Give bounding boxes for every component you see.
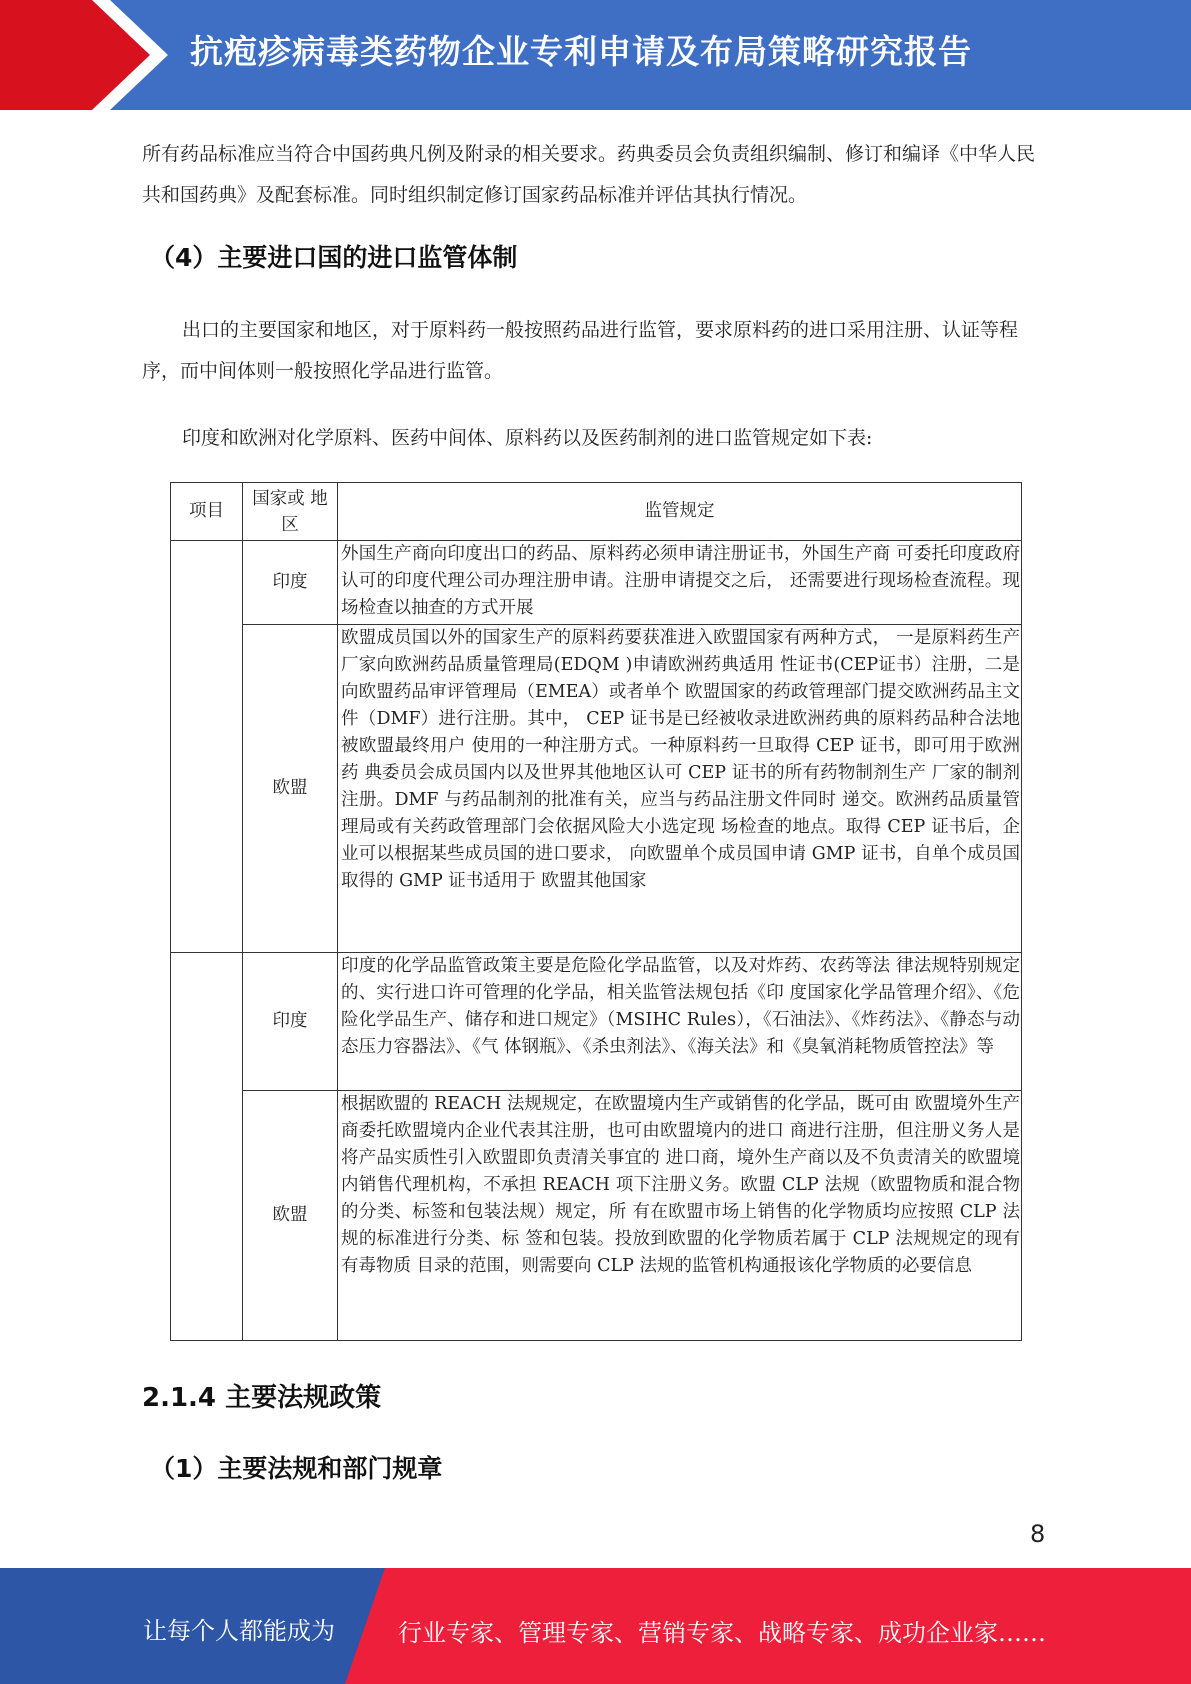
header-country: 国家或 地区 bbox=[243, 483, 338, 541]
regulation-cell: 印度的化学品监管政策主要是危险化学品监管，以及对炸药、农药等法 律法规特别规定的、实行进口许可管理的化学品，相关监管法规包括《印 度国家化学品管理介绍》、《危险化学品生产、储存和进口规定》（MSIHC Rules），《石油法》、《炸药法》、《静态与动态压力容器法》、《气 体钢瓶》、《杀虫剂法》、《海关法》和《臭氧消耗物质管控法》等 bbox=[338, 953, 1022, 1091]
country-cell: 印度 bbox=[243, 541, 338, 625]
country-cell: 印度 bbox=[243, 953, 338, 1091]
regulation-cell: 欧盟成员国以外的国家生产的原料药要获准进入欧盟国家有两种方式， 一是原料药生产厂家向欧洲药品质量管理局(EDQM )申请欧洲药典适用 性证书(CEP证书）注册，二是向欧盟药品审评管理局（EMEA）或者单个 欧盟国家的药政管理部门提交欧洲药品主文件（DMF）进行注册。其中， CEP 证书是已经被收录进欧洲药典的原料药品种合法地被欧盟最终用户 使用的一种注册方式。一种原料药一旦取得 CEP 证书，即可用于欧洲药 典委员会成员国内以及世界其他地区认可 CEP 证书的所有药物制剂生产 厂家的制剂注册。DMF 与药品制剂的批准有关，应当与药品注册文件同时 递交。欧洲药品质量管理局或有关药政管理部门会依据风险大小选定现 场检查的地点。取得 CEP 证书后，企业可以根据某些成员国的进口要求， 向欧盟单个成员国申请 GMP 证书，自单个成员国取得的 GMP 证书适用于 欧盟其他国家 bbox=[338, 625, 1022, 953]
regulation-cell: 外国生产商向印度出口的药品、原料药必须申请注册证书，外国生产商 可委托印度政府认可的印度代理公司办理注册申请。注册申请提交之后， 还需要进行现场检查流程。现场检查以抽查的方式开展 bbox=[338, 541, 1022, 625]
paragraph-pharmacopoeia: 所有药品标准应当符合中国药典凡例及附录的相关要求。药典委员会负责组织编制、修订和编译《中华人民共和国药典》及配套标准。同时组织制定修订国家药品标准并评估其执行情况。 bbox=[142, 143, 1036, 206]
subheading-laws: （1）主要法规和部门规章 bbox=[150, 1454, 443, 1483]
header-banner bbox=[0, 0, 1191, 110]
regulation-cell: 根据欧盟的 REACH 法规规定，在欧盟境内生产或销售的化学品，既可由 欧盟境外生产商委托欧盟境内企业代表其注册，也可由欧盟境内的进口 商进行注册，但注册义务人是将产品实质性引入欧盟即负责清关事宜的 进口商，境外生产商以及不负责清关的欧盟境内销售代理机构，不承担 REACH 项下注册义务。欧盟 CLP 法规（欧盟物质和混合物的分类、标签和包装法规）规定，所 有在欧盟市场上销售的化学物质均应按照 CLP 法规的标准进行分类、标 签和包装。投放到欧盟的化学物质若属于 CLP 法规规定的现有有毒物质 目录的范围，则需要向 CLP 法规的监管机构通报该化学物质的必要信息 bbox=[338, 1091, 1022, 1341]
table-row bbox=[171, 1091, 1022, 1341]
footer-banner bbox=[0, 1568, 1191, 1684]
table-row bbox=[171, 953, 1022, 1091]
heading-import-regulation: （4）主要进口国的进口监管体制 bbox=[150, 243, 518, 272]
table-header-row bbox=[171, 483, 1022, 541]
footer-slogan-right: 行业专家、管理专家、营销专家、战略专家、成功企业家…… bbox=[398, 1619, 1046, 1647]
header-item: 项目 bbox=[171, 483, 243, 541]
header-regulation: 监管规定 bbox=[338, 483, 1022, 541]
item-cell bbox=[171, 541, 243, 953]
table-row bbox=[171, 625, 1022, 953]
country-cell: 欧盟 bbox=[243, 625, 338, 953]
regulation-table bbox=[170, 482, 1022, 1341]
item-cell bbox=[171, 953, 243, 1341]
report-title: 抗疱疹病毒类药物企业专利申请及布局策略研究报告 bbox=[190, 32, 972, 71]
paragraph-table-intro: 印度和欧洲对化学原料、医药中间体、原料药以及医药制剂的进口监管规定如下表: bbox=[182, 427, 873, 449]
country-cell: 欧盟 bbox=[243, 1091, 338, 1341]
footer-slogan-left: 让每个人都能成为 bbox=[143, 1617, 335, 1645]
paragraph-export-regulation: 出口的主要国家和地区，对于原料药一般按照药品进行监管，要求原料药的进口采用注册、认证等程序，而中间体则一般按照化学品进行监管。 bbox=[142, 319, 1019, 382]
section-heading-policy: 2.1.4 主要法规政策 bbox=[142, 1383, 382, 1413]
table-row bbox=[171, 541, 1022, 625]
page-number: 8 bbox=[1030, 1520, 1046, 1548]
